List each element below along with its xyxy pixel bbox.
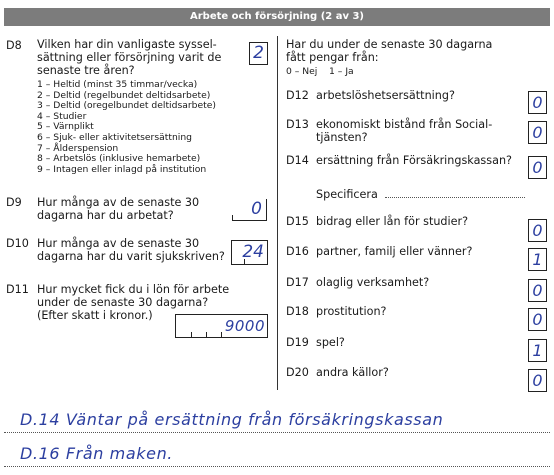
question-d8-options (37, 80, 257, 175)
question-d8-text (37, 38, 237, 77)
question-id-d8: D8 (6, 39, 22, 52)
intro-line: Har du under de senaste 30 dagarna (286, 38, 493, 51)
question-d9-line: Hur många av de senaste 30 (37, 196, 200, 209)
question-d8-line: Vilken har din vanligaste syssel- (37, 38, 217, 51)
answer-box-d18[interactable]: 0 (528, 308, 547, 331)
option-1: 1 – Heltid (minst 35 timmar/vecka) (37, 79, 198, 90)
intro-question (286, 38, 546, 64)
question-d9-text (37, 196, 237, 222)
question-id-d12: D12 (286, 89, 309, 102)
question-d8-line: sättning eller försörjning varit de (37, 51, 222, 64)
question-d17-text: olaglig verksamhet? (316, 276, 430, 289)
question-id-d16: D16 (286, 245, 309, 258)
answer-box-d10[interactable] (231, 240, 268, 265)
question-id-d9: D9 (6, 196, 22, 209)
question-d10-line: Hur många av de senaste 30 (37, 237, 200, 250)
answer-d10-value: 24 (242, 242, 264, 262)
question-id-d14: D14 (286, 154, 309, 167)
question-d8-line: senaste tre åren? (37, 64, 135, 77)
specify-label: Specificera (316, 188, 378, 201)
question-d19-text: spel? (316, 336, 345, 349)
answer-box-d17[interactable]: 0 (528, 279, 547, 302)
note-line-1 (4, 432, 550, 433)
question-id-d17: D17 (286, 276, 309, 289)
question-d13-text (316, 118, 516, 144)
question-d15-text: bidrag eller lån för studier? (316, 215, 469, 228)
option-8: 8 – Arbetslös (inklusive hemarbete) (37, 153, 201, 165)
answer-box-d15[interactable]: 0 (528, 219, 547, 242)
option-7: 7 – Ålderspension (37, 142, 119, 154)
question-d16-text: partner, familj eller vänner? (316, 245, 473, 258)
question-d10-text (37, 237, 237, 263)
question-id-d19: D19 (286, 336, 309, 349)
answer-box-d11[interactable] (175, 314, 268, 338)
option-9: 9 – Intagen eller inlagd på institution (37, 163, 207, 175)
handwritten-note-1: D.14 Väntar på ersättning från försäkringskassan (20, 410, 444, 429)
answer-box-d9[interactable] (232, 199, 267, 221)
answer-box-d14[interactable]: 0 (528, 156, 547, 179)
question-d18-text: prostitution? (316, 305, 387, 318)
answer-d11-value: 9000 (224, 317, 265, 335)
option-5: 5 – Värnplikt (37, 121, 94, 133)
option-2: 2 – Deltid (regelbundet deltidsarbete) (37, 89, 211, 101)
question-d14-text: ersättning från Försäkringskassan? (316, 154, 512, 167)
answer-d9-value: 0 (251, 199, 262, 219)
answer-box-d13[interactable]: 0 (528, 121, 547, 144)
intro-line: fått pengar från: (286, 51, 379, 64)
question-id-d20: D20 (286, 366, 309, 379)
answer-scale: 0 – Nej 1 – Ja (286, 66, 354, 77)
question-id-d13: D13 (286, 118, 309, 131)
handwritten-note-2: D.16 Från maken. (20, 444, 173, 463)
option-6: 6 – Sjuk- eller aktivitetsersättning (37, 131, 192, 143)
answer-box-d12[interactable]: 0 (528, 91, 547, 114)
question-d11-line: (Efter skatt i kronor.) (37, 309, 153, 322)
answer-box-d16[interactable]: 1 (528, 248, 547, 271)
column-divider (277, 36, 278, 390)
question-id-d11: D11 (6, 283, 29, 296)
answer-box-d8[interactable]: 2 (249, 42, 268, 65)
section-header: Arbete och försörjning (2 av 3) (4, 8, 550, 26)
question-id-d18: D18 (286, 305, 309, 318)
specify-line[interactable] (385, 197, 525, 198)
question-d10-line: dagarna har du varit sjukskriven? (37, 250, 225, 263)
question-id-d15: D15 (286, 215, 309, 228)
question-d9-line: dagarna har du arbetat? (37, 209, 174, 222)
question-d20-text: andra källor? (316, 366, 389, 379)
question-d13-line: tjänsten? (316, 131, 368, 144)
question-d13-line: ekonomiskt bistånd från Social- (316, 118, 493, 131)
option-4: 4 – Studier (37, 110, 87, 122)
question-d11-line: under de senaste 30 dagarna? (37, 296, 209, 309)
option-3: 3 – Deltid (oregelbundet deltidsarbete) (37, 100, 216, 112)
question-id-d10: D10 (6, 237, 29, 250)
question-d12-text: arbetslöshetsersättning? (316, 89, 455, 102)
answer-box-d20[interactable]: 0 (528, 369, 547, 392)
question-d11-line: Hur mycket fick du i lön för arbete (37, 283, 230, 296)
answer-box-d19[interactable]: 1 (528, 339, 547, 362)
note-line-2 (4, 466, 550, 467)
